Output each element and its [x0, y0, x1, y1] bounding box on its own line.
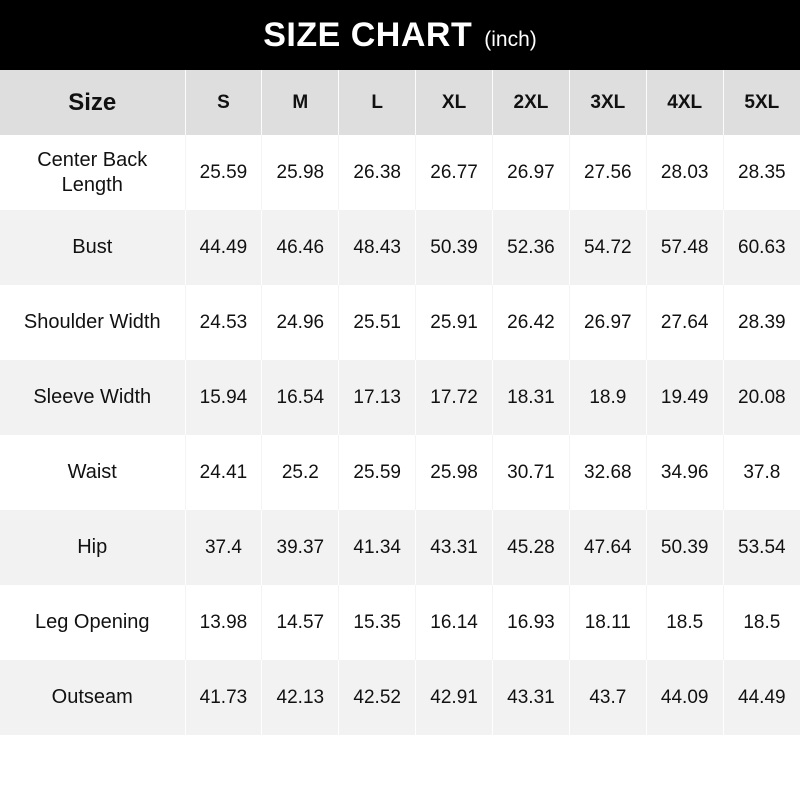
- table-row: [0, 510, 800, 585]
- cell-shoulder-width-m: 24.96: [262, 285, 339, 360]
- cell-outseam-xl: 42.91: [416, 660, 493, 735]
- header-cell-size: Size: [0, 70, 185, 135]
- cell-center-back-length-l: 26.38: [339, 135, 416, 210]
- header-cell-5xl: 5XL: [723, 70, 800, 135]
- cell-shoulder-width-5xl: 28.39: [723, 285, 800, 360]
- cell-shoulder-width-3xl: 26.97: [569, 285, 646, 360]
- cell-center-back-length-s: 25.59: [185, 135, 262, 210]
- cell-bust-4xl: 57.48: [646, 210, 723, 285]
- table-row: [0, 360, 800, 435]
- row-label-bust: Bust: [0, 210, 185, 285]
- cell-hip-3xl: 47.64: [569, 510, 646, 585]
- cell-waist-s: 24.41: [185, 435, 262, 510]
- table-body: [0, 135, 800, 735]
- cell-hip-l: 41.34: [339, 510, 416, 585]
- cell-shoulder-width-s: 24.53: [185, 285, 262, 360]
- row-label-sleeve-width: Sleeve Width: [0, 360, 185, 435]
- cell-leg-opening-m: 14.57: [262, 585, 339, 660]
- size-chart-title-bar: [0, 0, 800, 70]
- cell-outseam-4xl: 44.09: [646, 660, 723, 735]
- cell-waist-4xl: 34.96: [646, 435, 723, 510]
- row-label-waist: Waist: [0, 435, 185, 510]
- table-header: [0, 70, 800, 135]
- cell-bust-s: 44.49: [185, 210, 262, 285]
- cell-center-back-length-2xl: 26.97: [493, 135, 570, 210]
- cell-waist-l: 25.59: [339, 435, 416, 510]
- cell-outseam-s: 41.73: [185, 660, 262, 735]
- measurement-unit-label: (inch): [484, 28, 537, 51]
- table-row: [0, 585, 800, 660]
- cell-shoulder-width-xl: 25.91: [416, 285, 493, 360]
- cell-bust-2xl: 52.36: [493, 210, 570, 285]
- cell-waist-2xl: 30.71: [493, 435, 570, 510]
- cell-hip-5xl: 53.54: [723, 510, 800, 585]
- cell-hip-m: 39.37: [262, 510, 339, 585]
- table-row: [0, 435, 800, 510]
- row-label-leg-opening: Leg Opening: [0, 585, 185, 660]
- cell-shoulder-width-2xl: 26.42: [493, 285, 570, 360]
- cell-sleeve-width-s: 15.94: [185, 360, 262, 435]
- cell-sleeve-width-l: 17.13: [339, 360, 416, 435]
- cell-bust-xl: 50.39: [416, 210, 493, 285]
- header-cell-2xl: 2XL: [493, 70, 570, 135]
- cell-center-back-length-3xl: 27.56: [569, 135, 646, 210]
- cell-sleeve-width-2xl: 18.31: [493, 360, 570, 435]
- table-row: [0, 210, 800, 285]
- cell-waist-5xl: 37.8: [723, 435, 800, 510]
- cell-center-back-length-5xl: 28.35: [723, 135, 800, 210]
- cell-center-back-length-4xl: 28.03: [646, 135, 723, 210]
- cell-sleeve-width-4xl: 19.49: [646, 360, 723, 435]
- cell-bust-m: 46.46: [262, 210, 339, 285]
- row-label-shoulder-width: Shoulder Width: [0, 285, 185, 360]
- cell-sleeve-width-3xl: 18.9: [569, 360, 646, 435]
- header-cell-m: M: [262, 70, 339, 135]
- table-row: [0, 285, 800, 360]
- header-cell-l: L: [339, 70, 416, 135]
- cell-waist-xl: 25.98: [416, 435, 493, 510]
- cell-outseam-m: 42.13: [262, 660, 339, 735]
- header-cell-s: S: [185, 70, 262, 135]
- table-row: [0, 660, 800, 735]
- cell-leg-opening-l: 15.35: [339, 585, 416, 660]
- row-label-outseam: Outseam: [0, 660, 185, 735]
- cell-leg-opening-3xl: 18.11: [569, 585, 646, 660]
- cell-leg-opening-xl: 16.14: [416, 585, 493, 660]
- cell-bust-l: 48.43: [339, 210, 416, 285]
- cell-outseam-5xl: 44.49: [723, 660, 800, 735]
- cell-leg-opening-2xl: 16.93: [493, 585, 570, 660]
- cell-waist-m: 25.2: [262, 435, 339, 510]
- cell-shoulder-width-4xl: 27.64: [646, 285, 723, 360]
- cell-sleeve-width-m: 16.54: [262, 360, 339, 435]
- row-label-hip: Hip: [0, 510, 185, 585]
- header-cell-4xl: 4XL: [646, 70, 723, 135]
- header-row: [0, 70, 800, 135]
- page-title: SIZE CHART: [263, 15, 473, 54]
- cell-hip-xl: 43.31: [416, 510, 493, 585]
- cell-center-back-length-m: 25.98: [262, 135, 339, 210]
- cell-outseam-l: 42.52: [339, 660, 416, 735]
- cell-bust-3xl: 54.72: [569, 210, 646, 285]
- size-chart-table: [0, 70, 800, 735]
- cell-center-back-length-xl: 26.77: [416, 135, 493, 210]
- cell-leg-opening-s: 13.98: [185, 585, 262, 660]
- row-label-center-back-length: Center Back Length: [0, 135, 185, 210]
- cell-leg-opening-4xl: 18.5: [646, 585, 723, 660]
- cell-outseam-2xl: 43.31: [493, 660, 570, 735]
- table-row: [0, 135, 800, 210]
- cell-waist-3xl: 32.68: [569, 435, 646, 510]
- header-cell-3xl: 3XL: [569, 70, 646, 135]
- cell-outseam-3xl: 43.7: [569, 660, 646, 735]
- header-cell-xl: XL: [416, 70, 493, 135]
- cell-bust-5xl: 60.63: [723, 210, 800, 285]
- cell-sleeve-width-5xl: 20.08: [723, 360, 800, 435]
- cell-hip-s: 37.4: [185, 510, 262, 585]
- cell-hip-2xl: 45.28: [493, 510, 570, 585]
- cell-sleeve-width-xl: 17.72: [416, 360, 493, 435]
- cell-leg-opening-5xl: 18.5: [723, 585, 800, 660]
- cell-hip-4xl: 50.39: [646, 510, 723, 585]
- cell-shoulder-width-l: 25.51: [339, 285, 416, 360]
